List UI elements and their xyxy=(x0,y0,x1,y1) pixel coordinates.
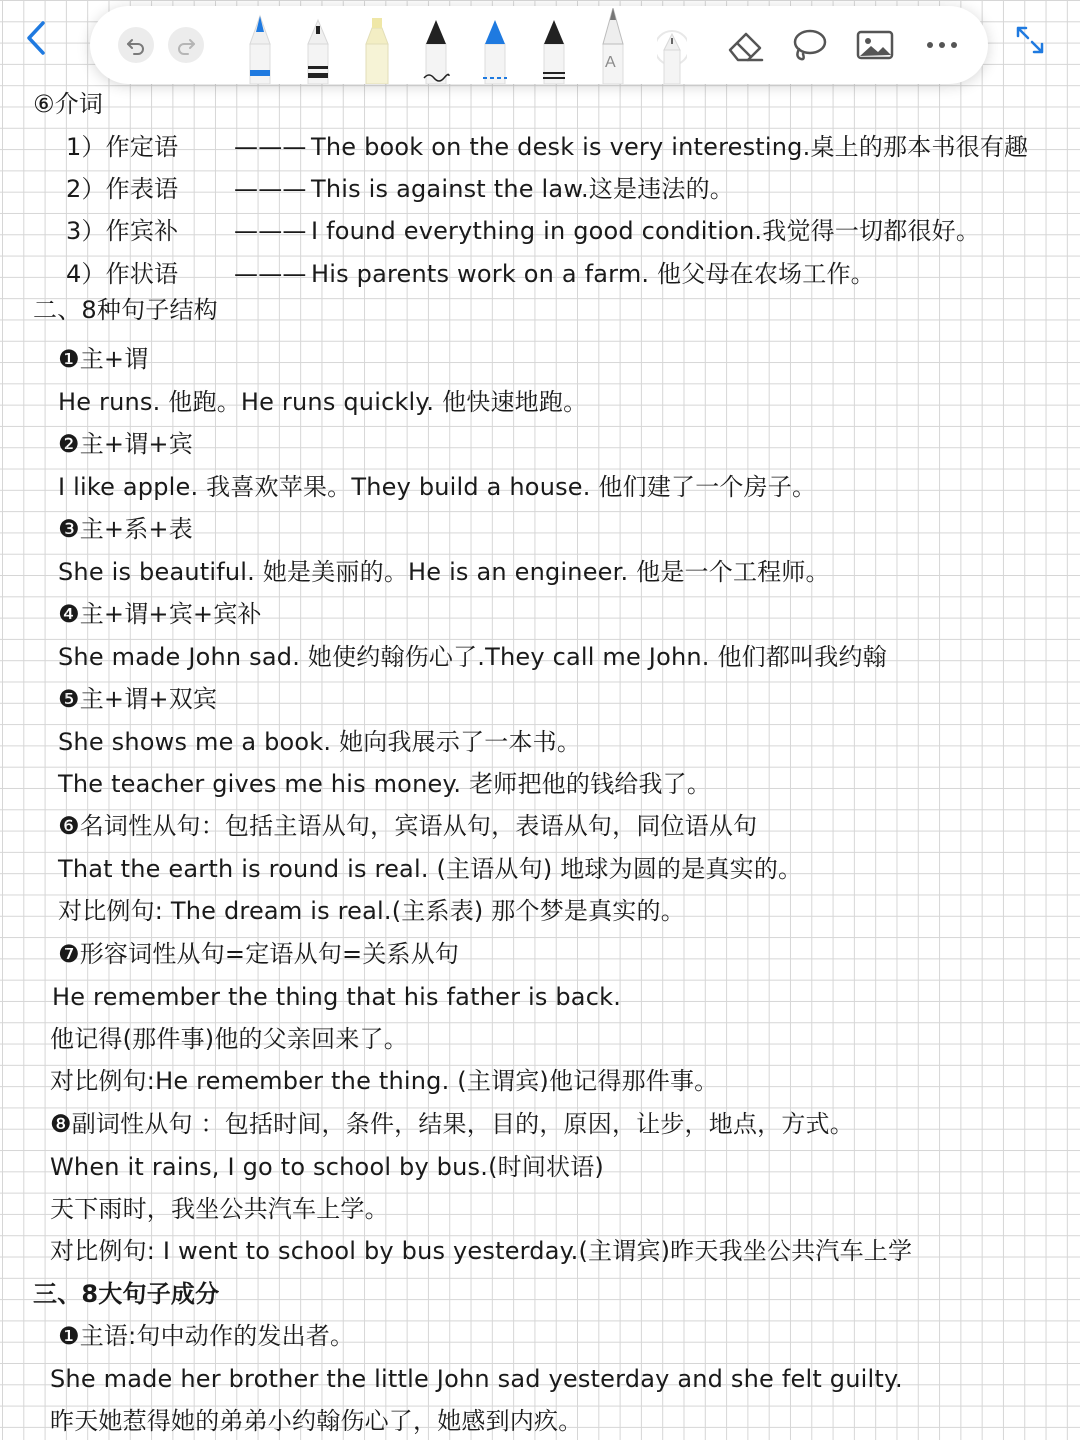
note-line: She made John sad. 她使约翰伤心了.They call me John. 他们都叫我约翰 xyxy=(58,643,887,671)
section-prep-title: ⑥介词 xyxy=(33,90,104,118)
prep-item-dash: ——— xyxy=(234,217,307,245)
note-line: The teacher gives me his money. 老师把他的钱给我了。 xyxy=(58,770,712,798)
prep-item-label: 2）作表语 xyxy=(66,175,179,203)
note-line: He remember the thing that his father is back. xyxy=(52,983,622,1011)
note-line: That the earth is round is real. (主语从句) 地球为圆的是真实的。 xyxy=(58,855,803,883)
section-three-title: 三、8大句子成分 xyxy=(33,1280,220,1308)
note-line: ❽副词性从句 ：包括时间，条件，结果，目的，原因，让步，地点，方式。 xyxy=(50,1110,854,1138)
note-line: 天下雨时，我坐公共汽车上学。 xyxy=(50,1195,389,1223)
note-line: I like apple. 我喜欢苹果。They build a house. 他们建了一个房子。 xyxy=(58,473,817,501)
note-line: ❺主+谓+双宾 xyxy=(58,685,218,713)
note-line: 对比例句:He remember the thing. (主谓宾)他记得那件事。 xyxy=(50,1067,719,1095)
note-line: When it rains, I go to school by bus.(时间状语) xyxy=(50,1153,604,1181)
note-line: 对比例句: I went to school by bus yesterday.(主谓宾)昨天我坐公共汽车上学 xyxy=(50,1237,913,1265)
prep-item-label: 1）作定语 xyxy=(66,133,179,161)
note-line: ❼形容词性从句=定语从句=关系从句 xyxy=(58,940,460,968)
note-line: ❻名词性从句：包括主语从句，宾语从句，表语从句，同位语从句 xyxy=(58,812,758,840)
prep-item-label: 4）作状语 xyxy=(66,260,179,288)
note-line: ❹主+谓+宾+宾补 xyxy=(58,600,262,628)
note-line: 对比例句: The dream is real.(主系表) 那个梦是真实的。 xyxy=(58,897,685,925)
prep-item-dash: ——— xyxy=(234,133,307,161)
prep-item-dash: ——— xyxy=(234,175,307,203)
note-line: ❸主+系+表 xyxy=(58,515,193,543)
prep-item-example: His parents work on a farm. 他父母在农场工作。 xyxy=(311,260,875,288)
note-line: 昨天她惹得她的弟弟小约翰伤心了，她感到内疚。 xyxy=(50,1407,583,1435)
note-line: She made her brother the little John sad yesterday and she felt guilty. xyxy=(50,1365,903,1393)
prep-item-dash: ——— xyxy=(234,260,307,288)
prep-item-example: I found everything in good condition.我觉得一切都很好。 xyxy=(311,217,981,245)
prep-item-label: 3）作宾补 xyxy=(66,217,179,245)
note-line: 他记得(那件事)他的父亲回来了。 xyxy=(50,1025,408,1053)
section-two-title: 二、8种句子结构 xyxy=(33,296,218,324)
note-line: She shows me a book. 她向我展示了一本书。 xyxy=(58,728,582,756)
note-line: ❶主语:句中动作的发出者。 xyxy=(58,1322,355,1350)
pencil-letter: A xyxy=(605,54,616,71)
note-line: He runs. 他跑。He runs quickly. 他快速地跑。 xyxy=(58,388,588,416)
prep-item-example: The book on the desk is very interesting.桌上的那本书很有趣 xyxy=(311,133,1029,161)
note-line: ❶主+谓 xyxy=(58,345,149,373)
note-line: ❷主+谓+宾 xyxy=(58,430,193,458)
note-line: She is beautiful. 她是美丽的。He is an engineer. 他是一个工程师。 xyxy=(58,558,830,586)
prep-item-example: This is against the law.这是违法的。 xyxy=(311,175,734,203)
